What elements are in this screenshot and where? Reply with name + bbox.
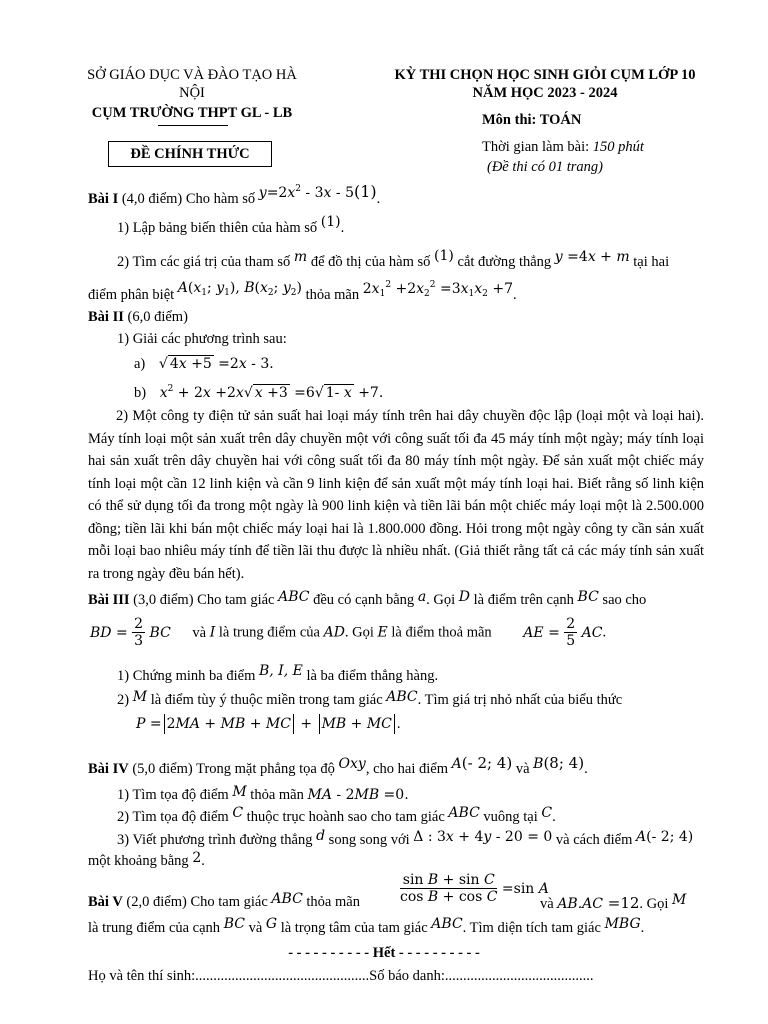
bai3-point-D: D bbox=[458, 589, 471, 605]
bai4-q2-b: thuộc trục hoành sao cho tam giác bbox=[243, 809, 449, 825]
official-label: ĐỀ CHÍNH THỨC bbox=[130, 146, 250, 162]
bai5-intro-c: và bbox=[540, 896, 558, 912]
bai3-bd-eq: BD = $\frac{2}{3}$ BC bbox=[90, 616, 171, 649]
bai1-function-rest: $=2x^2 - 3x - 5(1)$ bbox=[266, 182, 377, 201]
bai2-heading bbox=[88, 309, 188, 326]
bai3-q1-b: là ba điểm thẳng hàng. bbox=[302, 668, 439, 684]
department-line-2: NỘI bbox=[179, 85, 205, 101]
time-value: 150 phút bbox=[592, 139, 644, 155]
bai5-line2-b: và bbox=[244, 920, 266, 936]
bai4-q3 bbox=[117, 828, 694, 849]
bai5-condition bbox=[400, 872, 549, 905]
bai5-point-M: M bbox=[672, 892, 687, 908]
bai3-expression: P = 2MA + MB + MC + MB + MC . bbox=[136, 716, 401, 732]
bai2-title: Bài II bbox=[88, 309, 124, 325]
bai4-heading: Bài IV (5,0 điểm) Trong mặt phẳng tọa độ Oxy, cho hai điểm A(- 2; 4) và B(8; 4). bbox=[88, 754, 588, 777]
bai3-q1 bbox=[117, 663, 439, 685]
bai5-heading bbox=[88, 891, 360, 911]
bai2-b-label: b) bbox=[134, 385, 147, 401]
bai3-points: (3,0 điểm) bbox=[129, 592, 194, 608]
bai3-intro-d: là điểm trên cạnh bbox=[470, 592, 578, 608]
bai3-line2-a: và bbox=[192, 624, 210, 641]
exam-title-line-2: NĂM HỌC 2023 - 2024 bbox=[472, 85, 618, 101]
bai3-point-E: E bbox=[377, 624, 388, 641]
bai1-points: (4,0 điểm) bbox=[118, 191, 183, 207]
bai2-eq-b bbox=[134, 384, 383, 402]
bai4-q3-a: 3) Viết phương trình đường thẳng bbox=[117, 832, 317, 848]
bai4-intro-b: , cho hai điểm bbox=[365, 761, 452, 777]
bai1-q2-e: điểm phân biệt bbox=[88, 287, 178, 303]
bai4-intro-a: Trong mặt phẳng tọa độ bbox=[192, 761, 339, 777]
bai3-points-BIE: B, I, E bbox=[258, 663, 303, 679]
bai5-triangle: ABC bbox=[271, 891, 303, 907]
school-cluster-name: CỤM TRƯỜNG THPT GL - LB bbox=[91, 105, 293, 121]
bai4-q2-c: vuông tại bbox=[479, 809, 542, 825]
department-line-1: SỞ GIÁO DỤC VÀ ĐÀO TẠO HÀ bbox=[87, 67, 297, 83]
bai3-ae-eq: AE = $\frac{2}{5}$ AC bbox=[523, 616, 603, 649]
bai4-q3-c: và cách điểm bbox=[552, 832, 637, 848]
pages-note: (Đề thi có 01 trang) bbox=[487, 159, 603, 175]
bai4-point-A: A(- 2; 4) bbox=[451, 754, 513, 772]
bai3-intro-a: Cho tam giác bbox=[193, 592, 279, 608]
bai3-point-M: M bbox=[132, 689, 148, 705]
bai4-distance: 2 bbox=[192, 850, 202, 866]
exam-title bbox=[362, 66, 728, 102]
bai3-triangle-2: ABC bbox=[386, 689, 418, 705]
bai5-triangle-2: ABC bbox=[431, 916, 463, 932]
bai3-line2: BD = $\frac{2}{3}$ BC và I là trung điểm của AD. Gọi E là điểm thoả mãn AE = $\frac{2}{5}$ AC. bbox=[90, 616, 607, 649]
bai1-q2-b: để đồ thị của hàm số bbox=[307, 254, 435, 270]
bai5-line2-c: là trọng tâm của tam giác bbox=[277, 920, 432, 936]
bai4-points: (5,0 điểm) bbox=[128, 761, 193, 777]
bai3-line2-c: . Gọi bbox=[344, 624, 378, 641]
bai4-q2-a: 2) Tìm tọa độ điểm bbox=[117, 809, 233, 825]
exam-title-line-1: KỲ THI CHỌN HỌC SINH GIỎI CỤM LỚP 10 bbox=[394, 67, 696, 83]
bai5-point-G: G bbox=[265, 916, 278, 932]
bai3-side: a bbox=[417, 589, 427, 605]
bai2-q2: 2) Một công ty điện tử sản suất hai loại máy tính trên hai dây chuyền độc lập (loại một và loại hai). Máy tính loại một sản xuất trên dây chuyền một với công suất tối đa 45 máy tính một ngày; máy tính loại hai sản xuất trên dây chuyền hai với công suất tối đa 80 máy tính một ngày. Để sản xuất một chiếc máy tính loại một cần 12 linh kiện và cần 9 linh kiện để sản xuất một máy tính loại hai. Biết rằng số linh kiện có thể sử dụng tối đa trong một ngày là 900 linh kiện và tiền lãi bán một chiếc máy loại một là 2.500.000 đồng; tiền lãi khi bán một chiếc máy loại hai là 1.800.000 đồng. Hỏi trong một ngày công ty cần sản xuất mỗi loại bao nhiêu máy tính để tiền lãi thu được là nhiều nhất. (Giả thiết rằng tất cả các máy tính sản xuất ra trong ngày đều bán hết). bbox=[88, 408, 704, 582]
bai5-triangle-MBG: MBG bbox=[604, 916, 641, 932]
exam-time bbox=[482, 139, 644, 156]
bai4-triangle: ABC bbox=[448, 805, 480, 821]
bai4-line-d: d bbox=[316, 828, 326, 844]
bai1-heading: Bài I (4,0 điểm) Cho hàm số $y=2x^2 - 3x - 5(1)$. bbox=[88, 182, 381, 207]
bai3-intro-b: đều có cạnh bằng bbox=[309, 592, 418, 608]
bai3-q2-a: 2) bbox=[117, 692, 133, 708]
bai3-intro-c: . Gọi bbox=[426, 592, 459, 608]
bai3-segment-AD: AD bbox=[323, 624, 345, 641]
bai4-q1 bbox=[117, 784, 409, 804]
bai2-eq-a bbox=[134, 356, 274, 373]
bai5-dot-product: AB.AC =12 bbox=[557, 894, 640, 912]
bai3-line2-b: là trung điểm của bbox=[215, 624, 324, 641]
official-exam-box bbox=[108, 141, 272, 167]
bai5-segment-BC: BC bbox=[223, 916, 245, 932]
bai1-q2-line2: điểm phân biệt $A(x_1$; $y_1$), $B(x_2$; $y_2$) thỏa mãn $2x_1^2 +2x_2^2 =3x_1x_2 +7$. bbox=[88, 280, 517, 303]
bai3-point-I: I bbox=[209, 624, 216, 641]
bai1-intro: Cho hàm số bbox=[182, 191, 259, 207]
exam-subject: Môn thi: TOÁN bbox=[482, 112, 582, 128]
bai2-points: (6,0 điểm) bbox=[123, 309, 188, 325]
bai4-vertex-C: C bbox=[541, 805, 553, 821]
bai3-title: Bài III bbox=[88, 592, 130, 608]
bai3-q1-a: 1) Chứng minh ba điểm bbox=[117, 668, 259, 684]
bai4-q1-b: thỏa mãn bbox=[246, 787, 308, 803]
bai5-line2-d: . Tìm diện tích tam giác bbox=[462, 920, 605, 936]
bai5-points: (2,0 điểm) bbox=[122, 894, 187, 910]
bai4-point-M: M bbox=[232, 784, 247, 800]
bai5-heading-cont bbox=[540, 894, 686, 913]
end-marker: - - - - - - - - - - Hết - - - - - - - - - - bbox=[288, 945, 480, 961]
bai5-line2-a: là trung điểm của cạnh bbox=[88, 920, 224, 936]
bai1-q2-d: tại hai bbox=[629, 254, 670, 270]
bai4-q3-d: một khoảng bằng bbox=[88, 853, 193, 869]
department-name bbox=[62, 66, 322, 122]
bai1-points-AB: $A(x_1$; $y_1$), $B(x_2$; $y_2$) bbox=[177, 280, 302, 298]
bai4-intro-c: và bbox=[512, 761, 534, 777]
bai3-line2-d: là điểm thoả mãn bbox=[387, 624, 496, 641]
bai2-eq-b-math: $x^2 + 2x +2x√$ x +3 =6√ 1- x +7. bbox=[159, 384, 384, 401]
bai1-q1-ref: (1) bbox=[320, 214, 341, 230]
bai3-expression-math: P = 2MA + MB + MC + MB + MC bbox=[136, 716, 397, 732]
bai1-q2-ref: (1) bbox=[434, 248, 454, 264]
bai4-point-B: B(8; 4) bbox=[533, 754, 585, 772]
bai3-q2-b: là điểm tùy ý thuộc miền trong tam giác bbox=[147, 692, 387, 708]
bai4-title: Bài IV bbox=[88, 761, 129, 777]
bai2-eq-a-math: √ 4x +5 =2x - 3. bbox=[158, 356, 274, 372]
bai3-triangle: ABC bbox=[278, 589, 310, 605]
bai1-function: y bbox=[258, 185, 267, 201]
bai2-a-label: a) bbox=[134, 356, 146, 372]
bai5-condition-math: $\frac{\text{sin B + sin C}}{\text{cos B + cos C}}$ =sin A bbox=[400, 872, 549, 905]
bai1-line-eq: y =4x + m bbox=[554, 249, 630, 265]
bai5-intro-b: thỏa mãn bbox=[302, 894, 360, 910]
bai4-q3-line2: một khoảng bằng 2. bbox=[88, 850, 205, 869]
bai5-line2: là trung điểm của cạnh BC và G là trọng tâm của tam giác ABC. Tìm diện tích tam giác MBG. bbox=[88, 916, 645, 936]
bai2-q1: 1) Giải các phương trình sau: bbox=[117, 331, 287, 347]
bai4-plane: Oxy bbox=[338, 756, 366, 772]
bai5-intro-a: Cho tam giác bbox=[186, 894, 272, 910]
bai4-q2: 2) Tìm tọa độ điểm C thuộc trục hoành sao cho tam giác ABC vuông tại C. bbox=[117, 805, 556, 825]
bai4-line-delta: Δ : 3x + 4y - 20 = 0 bbox=[413, 829, 553, 845]
bai1-title: Bài I bbox=[88, 191, 119, 207]
bai4-q3-b: song song với bbox=[325, 832, 414, 848]
header-underline bbox=[158, 125, 228, 126]
bai5-title: Bài V bbox=[88, 894, 123, 910]
bai3-q2 bbox=[117, 689, 623, 709]
bai1-param-m: m bbox=[293, 249, 308, 265]
bai1-q1: 1) Lập bảng biến thiên của hàm số (1). bbox=[117, 214, 345, 236]
bai1-q2-c: cắt đường thẳng bbox=[453, 254, 555, 270]
bai1-condition: $2x_1^2 +2x_2^2 =3x_1x_2 +7$ bbox=[362, 280, 513, 299]
bai5-intro-d: . Gọi bbox=[639, 896, 673, 912]
time-label: Thời gian làm bài: bbox=[482, 139, 593, 155]
bai1-q2-line1 bbox=[117, 248, 670, 271]
bai3-q2-c: . Tìm giá trị nhỏ nhất của biểu thức bbox=[417, 692, 623, 708]
candidate-info-line: Họ và tên thí sinh:................................................Số báo danh:......................................... bbox=[88, 968, 594, 984]
bai4-vector-eq: MA - 2MB =0. bbox=[307, 787, 409, 803]
bai4-point-C: C bbox=[232, 805, 244, 821]
bai3-segment-BC: BC bbox=[577, 589, 599, 605]
bai1-q2-f: thỏa mãn bbox=[301, 287, 363, 303]
bai3-heading bbox=[88, 589, 647, 609]
bai4-point-A2: A(- 2; 4) bbox=[636, 829, 694, 845]
bai1-q2-a: 2) Tìm các giá trị của tham số bbox=[117, 254, 294, 270]
bai3-intro-e: sao cho bbox=[598, 592, 647, 608]
bai4-q1-a: 1) Tìm tọa độ điểm bbox=[117, 787, 233, 803]
bai1-q1-text: 1) Lập bảng biến thiên của hàm số bbox=[117, 220, 321, 236]
